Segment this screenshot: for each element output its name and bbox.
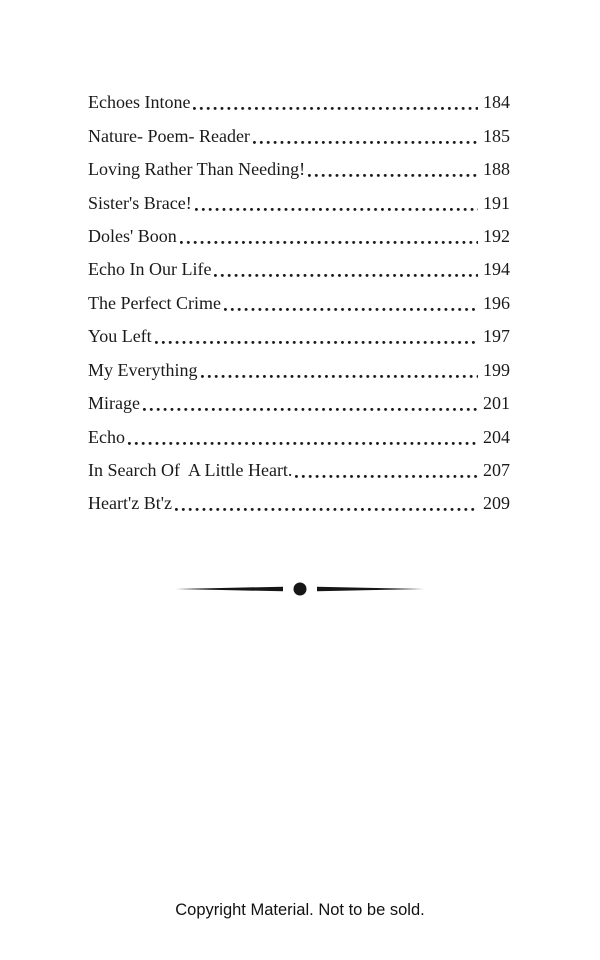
toc-entry-page: 197 (483, 326, 510, 347)
toc-entry-page: 191 (483, 192, 510, 213)
toc-entry-page: 209 (483, 493, 510, 514)
toc-leader-dots (193, 94, 478, 112)
toc-entry (88, 487, 510, 520)
toc-entry (88, 287, 510, 320)
divider-flourish-icon (176, 580, 424, 598)
toc-leader-dots (214, 261, 478, 279)
toc-entry-page: 204 (483, 426, 510, 447)
toc-entry-page: 207 (483, 460, 510, 481)
toc-leader-dots (128, 428, 478, 446)
toc-entry-title: You Left (88, 326, 152, 347)
toc-entry (88, 186, 510, 219)
toc-entry-title: Sister's Brace! (88, 192, 192, 213)
toc-leader-dots (143, 395, 478, 413)
toc-entry-title: Nature- Poem- Reader (88, 125, 250, 146)
toc-leader-dots (180, 227, 478, 245)
toc-entry (88, 153, 510, 186)
toc-entry-title: Echo In Our Life (88, 259, 212, 280)
toc-entry (88, 354, 510, 387)
toc-entry-title: Doles' Boon (88, 225, 177, 246)
toc-entry-page: 201 (483, 393, 510, 414)
toc-entry-page: 192 (483, 225, 510, 246)
toc-entry (88, 387, 510, 420)
table-of-contents (88, 86, 510, 521)
toc-entry-title: Echoes Intone (88, 92, 191, 113)
toc-entry-page: 194 (483, 259, 510, 280)
copyright-notice: Copyright Material. Not to be sold. (175, 901, 425, 919)
toc-entry-page: 199 (483, 359, 510, 380)
toc-leader-dots (201, 361, 479, 379)
toc-leader-dots (253, 127, 478, 145)
toc-entry-title: The Perfect Crime (88, 292, 221, 313)
toc-leader-dots (224, 294, 478, 312)
toc-entry-title: In Search Of A Little Heart. (88, 460, 293, 481)
toc-entry (88, 420, 510, 453)
toc-entry (88, 119, 510, 152)
toc-leader-dots (295, 462, 478, 480)
toc-entry (88, 454, 510, 487)
toc-entry-page: 196 (483, 292, 510, 313)
section-divider-ornament (176, 580, 424, 598)
toc-leader-dots (175, 495, 478, 513)
toc-entry (88, 220, 510, 253)
toc-entry-page: 185 (483, 125, 510, 146)
toc-entry-title: Mirage (88, 393, 140, 414)
toc-entry (88, 253, 510, 286)
toc-entry-title: Loving Rather Than Needing! (88, 159, 306, 180)
toc-leader-dots (308, 161, 478, 179)
toc-entry (88, 320, 510, 353)
toc-entry-page: 184 (483, 92, 510, 113)
toc-entry-title: Echo (88, 426, 125, 447)
toc-entry (88, 86, 510, 119)
toc-entry-page: 188 (483, 159, 510, 180)
toc-entry-title: My Everything (88, 359, 198, 380)
toc-leader-dots (195, 194, 478, 212)
toc-entry-title: Heart'z Bt'z (88, 493, 172, 514)
toc-leader-dots (155, 328, 478, 346)
